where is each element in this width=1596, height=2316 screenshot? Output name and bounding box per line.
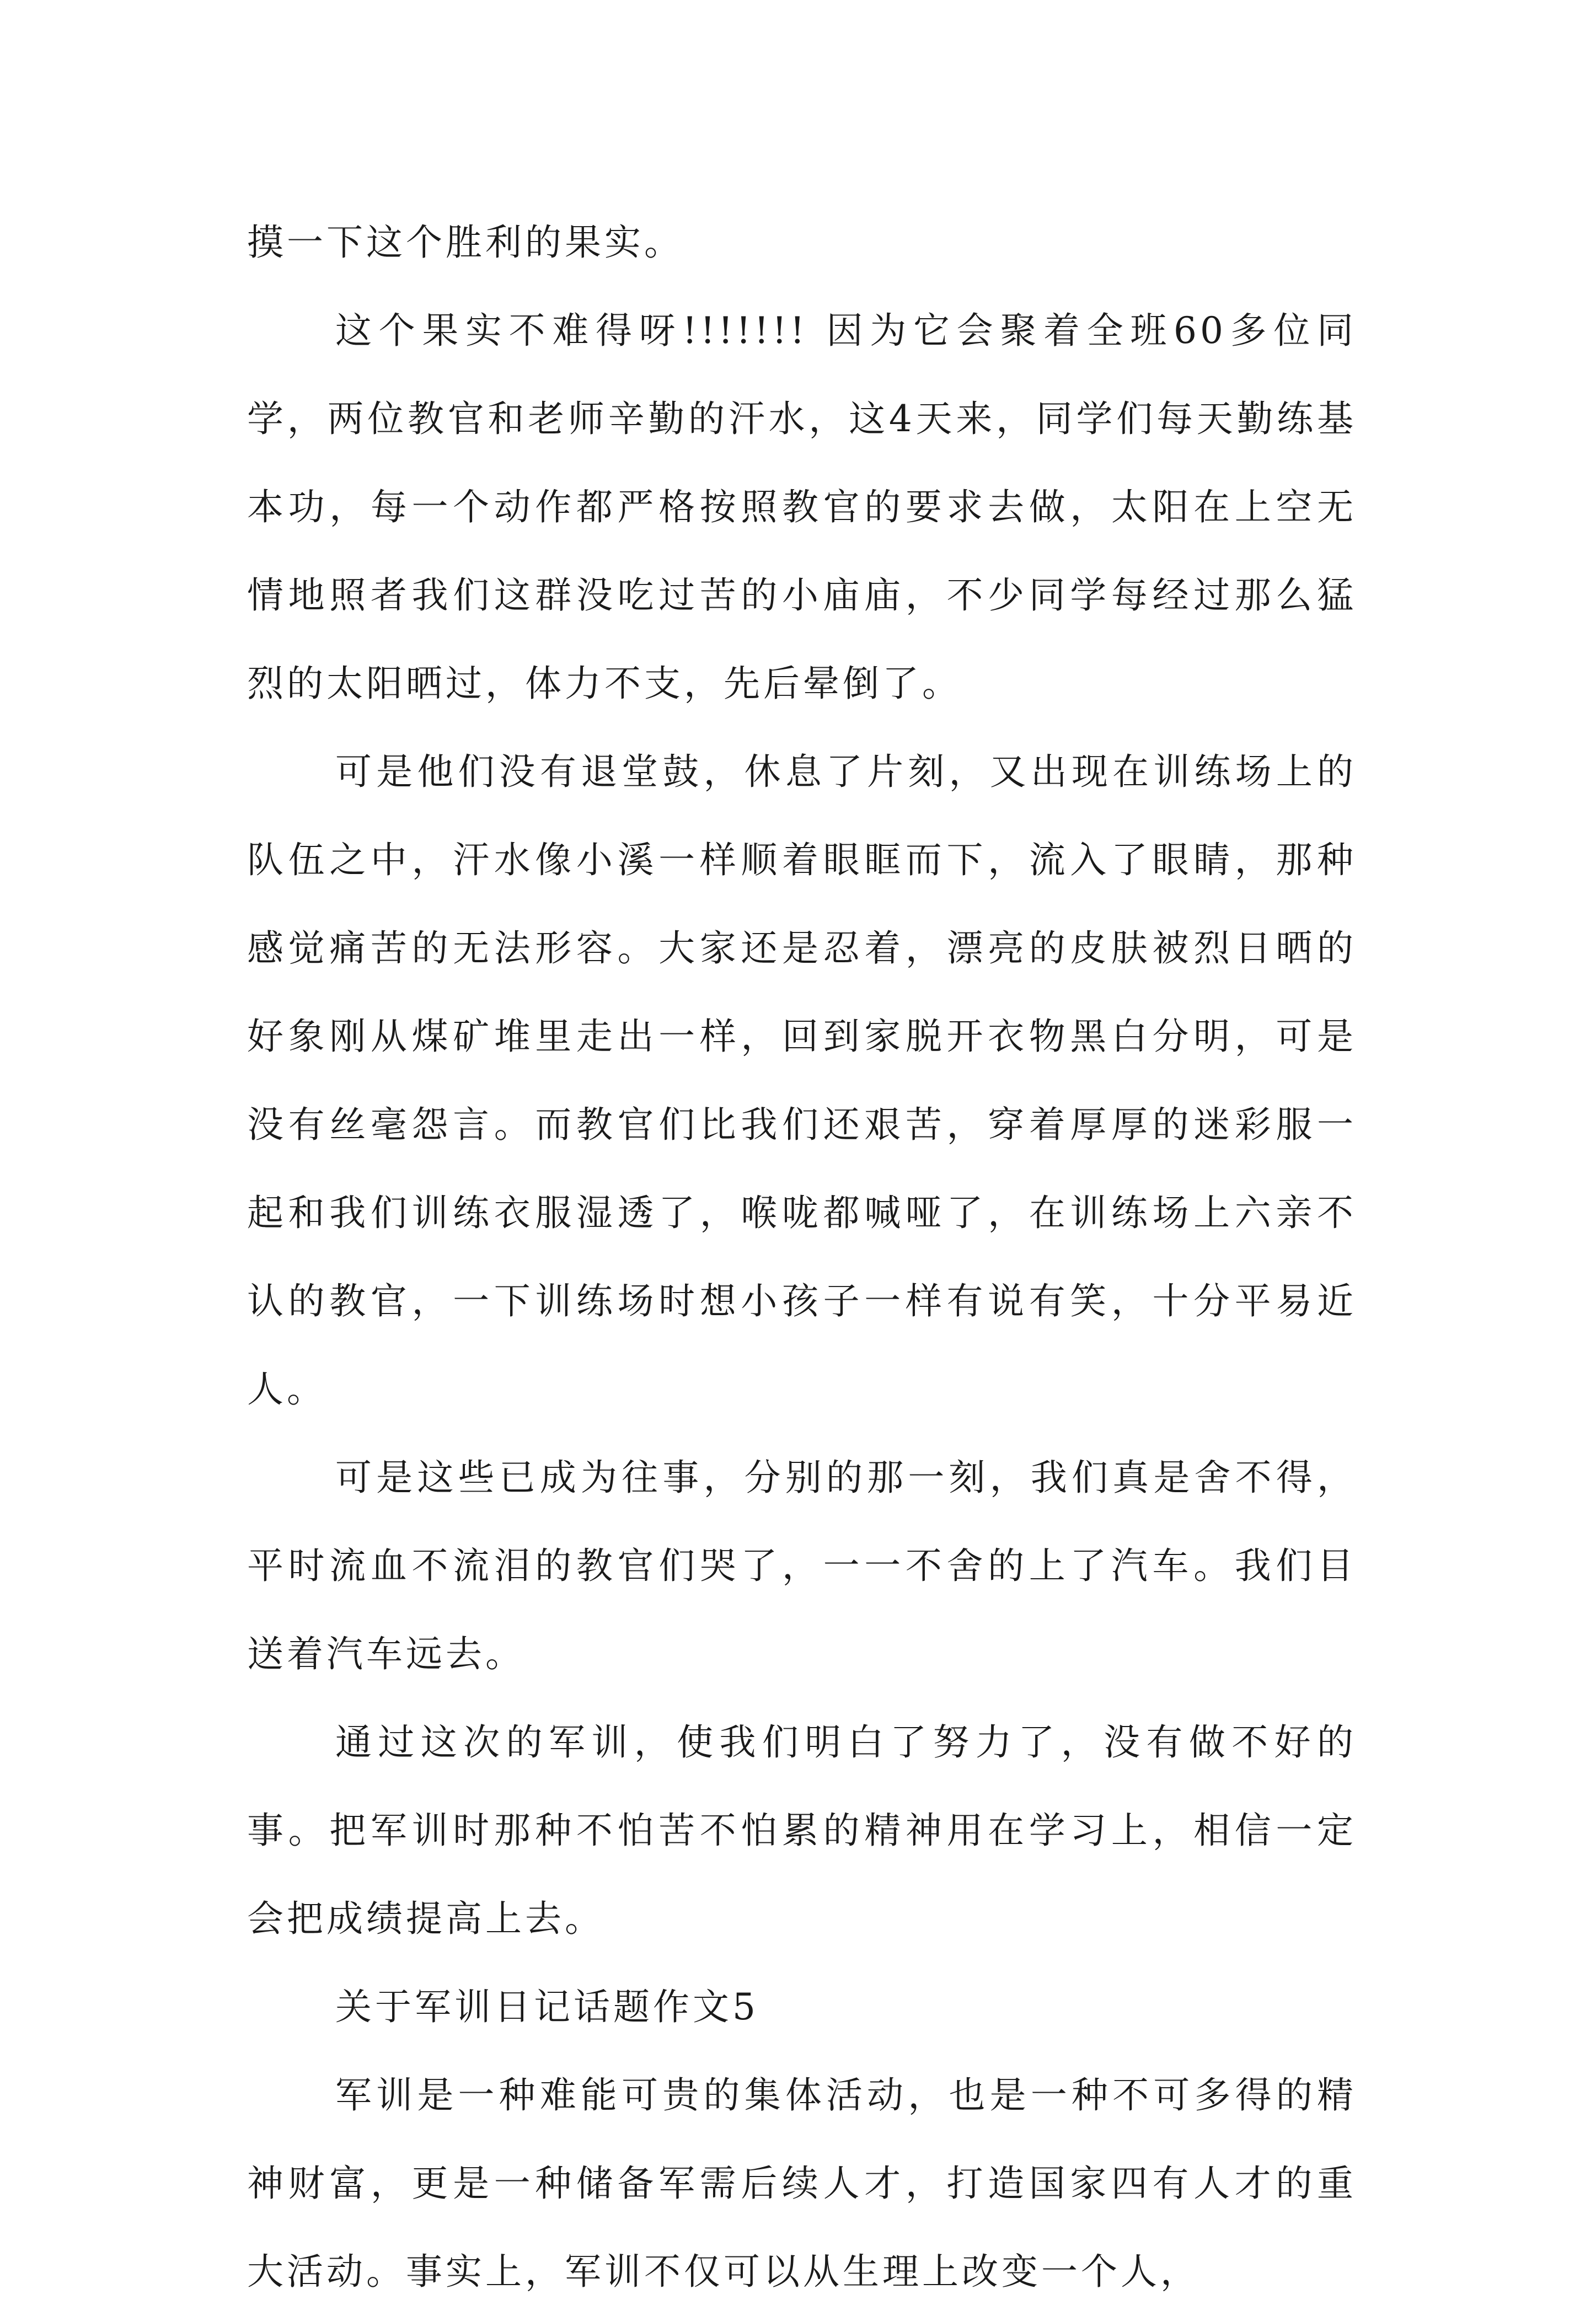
paragraph: 军训是一种难能可贵的集体活动，也是一种不可多得的精神财富，更是一种储备军需后续人才，打造国家四有人才的重大活动。事实上，军训不仅可以从生理上改变一个人， bbox=[247, 2074, 1357, 2293]
document-body bbox=[247, 199, 1357, 2316]
paragraph: 可是他们没有退堂鼓，休息了片刻，又出现在训练场上的队伍之中，汗水像小溪一样顺着眼眶而下，流入了眼睛，那种感觉痛苦的无法形容。大家还是忍着，漂亮的皮肤被烈日晒的好象刚从煤矿堆里走出一样，回到家脱开衣物黑白分明，可是没有丝毫怨言。而教官们比我们还艰苦，穿着厚厚的迷彩服一起和我们训练衣服湿透了，喉咙都喊哑了，在训练场上六亲不认的教官，一下训练场时想小孩子一样有说有笑，十分平易近人。 bbox=[247, 750, 1357, 1411]
paragraph-continued: 摸一下这个胜利的果实。 bbox=[247, 221, 684, 264]
section-heading: 关于军训日记话题作文5 bbox=[335, 1986, 759, 2028]
paragraph: 通过这次的军训，使我们明白了努力了，没有做不好的事。把军训时那种不怕苦不怕累的精神用在学习上，相信一定会把成绩提高上去。 bbox=[247, 1721, 1357, 1940]
paragraph: 可是这些已成为往事，分别的那一刻，我们真是舍不得，平时流血不流泪的教官们哭了，一一不舍的上了汽车。我们目送着汽车远去。 bbox=[247, 1456, 1357, 1675]
paragraph: 这个果实不难得呀!!!!!!! 因为它会聚着全班60多位同学，两位教官和老师辛勤的汗水，这4天来，同学们每天勤练基本功，每一个动作都严格按照教官的要求去做，太阳在上空无情地照者我们这群没吃过苦的小庙庙，不少同学每经过那么猛烈的太阳晒过，体力不支，先后晕倒了。 bbox=[247, 309, 1357, 705]
